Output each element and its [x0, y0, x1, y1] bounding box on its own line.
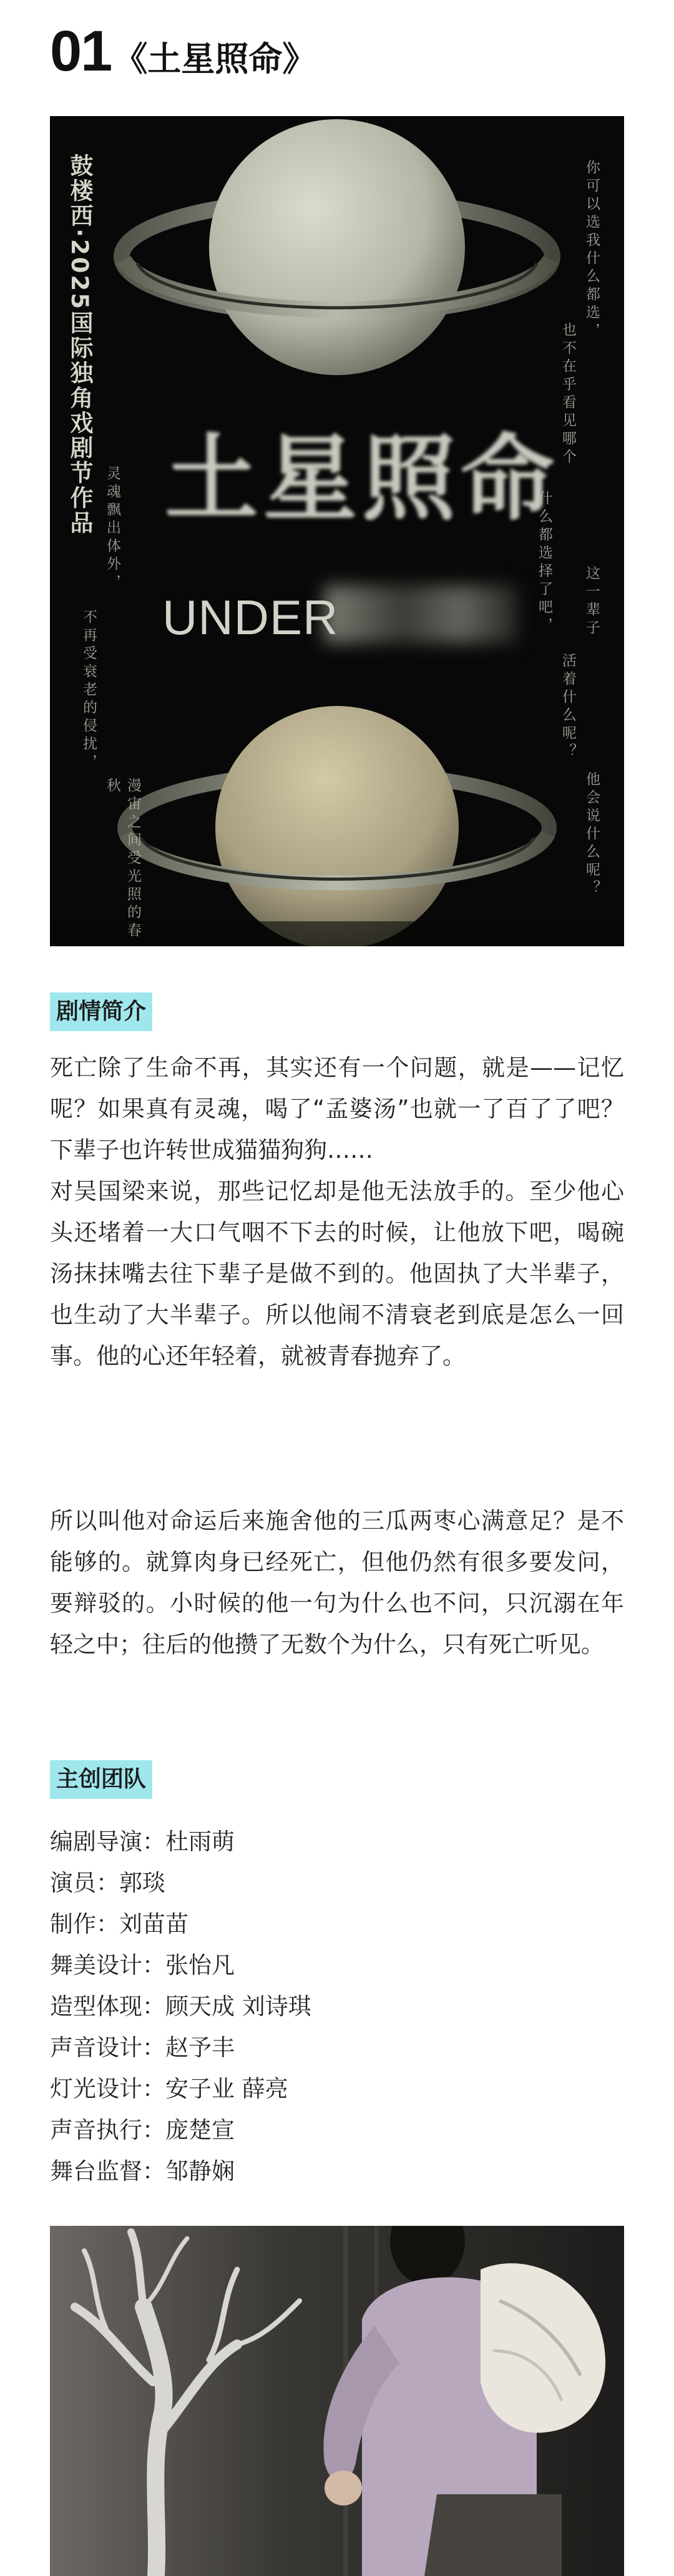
synopsis-heading: 剧情简介 — [50, 992, 152, 1031]
poster-subtitle-blur — [325, 585, 518, 643]
team-member: 舞台监督：邹静娴 — [50, 2158, 235, 2185]
team-list — [50, 1821, 624, 2192]
festival-label: 鼓楼西·2025国际独角戏剧节作品 — [66, 154, 93, 536]
stage-photo — [50, 2226, 624, 2576]
poster-image — [50, 116, 624, 946]
poem-line: 你可以选我什么都选， — [584, 160, 600, 341]
section-title — [50, 19, 316, 87]
team-member: 舞美设计：张怡凡 — [50, 1952, 235, 1979]
stage-photo-artwork — [50, 2226, 624, 2576]
poem-line: 活着什么呢？ — [560, 653, 576, 762]
synopsis-paragraph: 所以叫他对命运后来施舍他的三瓜两枣心满意足？是不能够的。就算肉身已经死亡，但他仍然有很多要发问，要辩驳的。小时候的他一句为什么也不问，只沉溺在年轻之中；往后的他攒了无数个为什么，只有死亡听见。 — [50, 1507, 624, 1658]
poster-subtitle: UNDER — [162, 590, 339, 645]
poem-line: 漫宙之间受光照的春秋 — [104, 778, 141, 941]
poem-line: 不再受衰老的侵扰， — [81, 609, 97, 772]
section-number: 01 — [50, 19, 112, 83]
team-member: 演员：郭琰 — [50, 1869, 165, 1896]
team-member: 声音执行：庞楚宣 — [50, 2117, 235, 2143]
poem-line: 他会说什么呢？ — [584, 771, 600, 898]
team-member: 制作：刘苗苗 — [50, 1911, 188, 1937]
poem-line: 这一辈子 — [584, 566, 600, 638]
team-member: 灯光设计：安子业 薛亮 — [50, 2075, 288, 2102]
team-member: 编剧导演：杜雨萌 — [50, 1828, 235, 1855]
poster-title: 土星照命 — [164, 425, 559, 534]
team-heading: 主创团队 — [50, 1760, 152, 1799]
poem-line: 什么都选择了吧， — [536, 491, 552, 635]
poem-line: 灵魂飘出体外， — [104, 466, 120, 592]
saturn-planet-bottom — [215, 706, 459, 946]
team-member: 造型体现：顾天成 刘诗琪 — [50, 1993, 311, 2020]
team-member: 声音设计：赵予丰 — [50, 2034, 235, 2061]
synopsis-paragraph: 对吴国梁来说，那些记忆却是他无法放手的。至少他心头还堵着一大口气咽不下去的时候，让他放下吧，喝碗汤抹抹嘴去往下辈子是做不到的。他固执了大半辈子，也生动了大半辈子。所以他闹不清衰老到底是怎么一回事。他的心还年轻着，就被青春抛弃了。 — [50, 1178, 624, 1369]
play-title: 《土星照命》 — [114, 39, 316, 79]
poem-line: 也不在乎看见哪个 — [560, 322, 576, 467]
saturn-planet-top — [209, 119, 465, 375]
synopsis-paragraph: 死亡除了生命不再，其实还有一个问题，就是——记忆呢？如果真有灵魂，喝了“孟婆汤”也就一了百了了吧？下辈子也许转世成猫猫狗狗…… — [50, 1054, 624, 1163]
